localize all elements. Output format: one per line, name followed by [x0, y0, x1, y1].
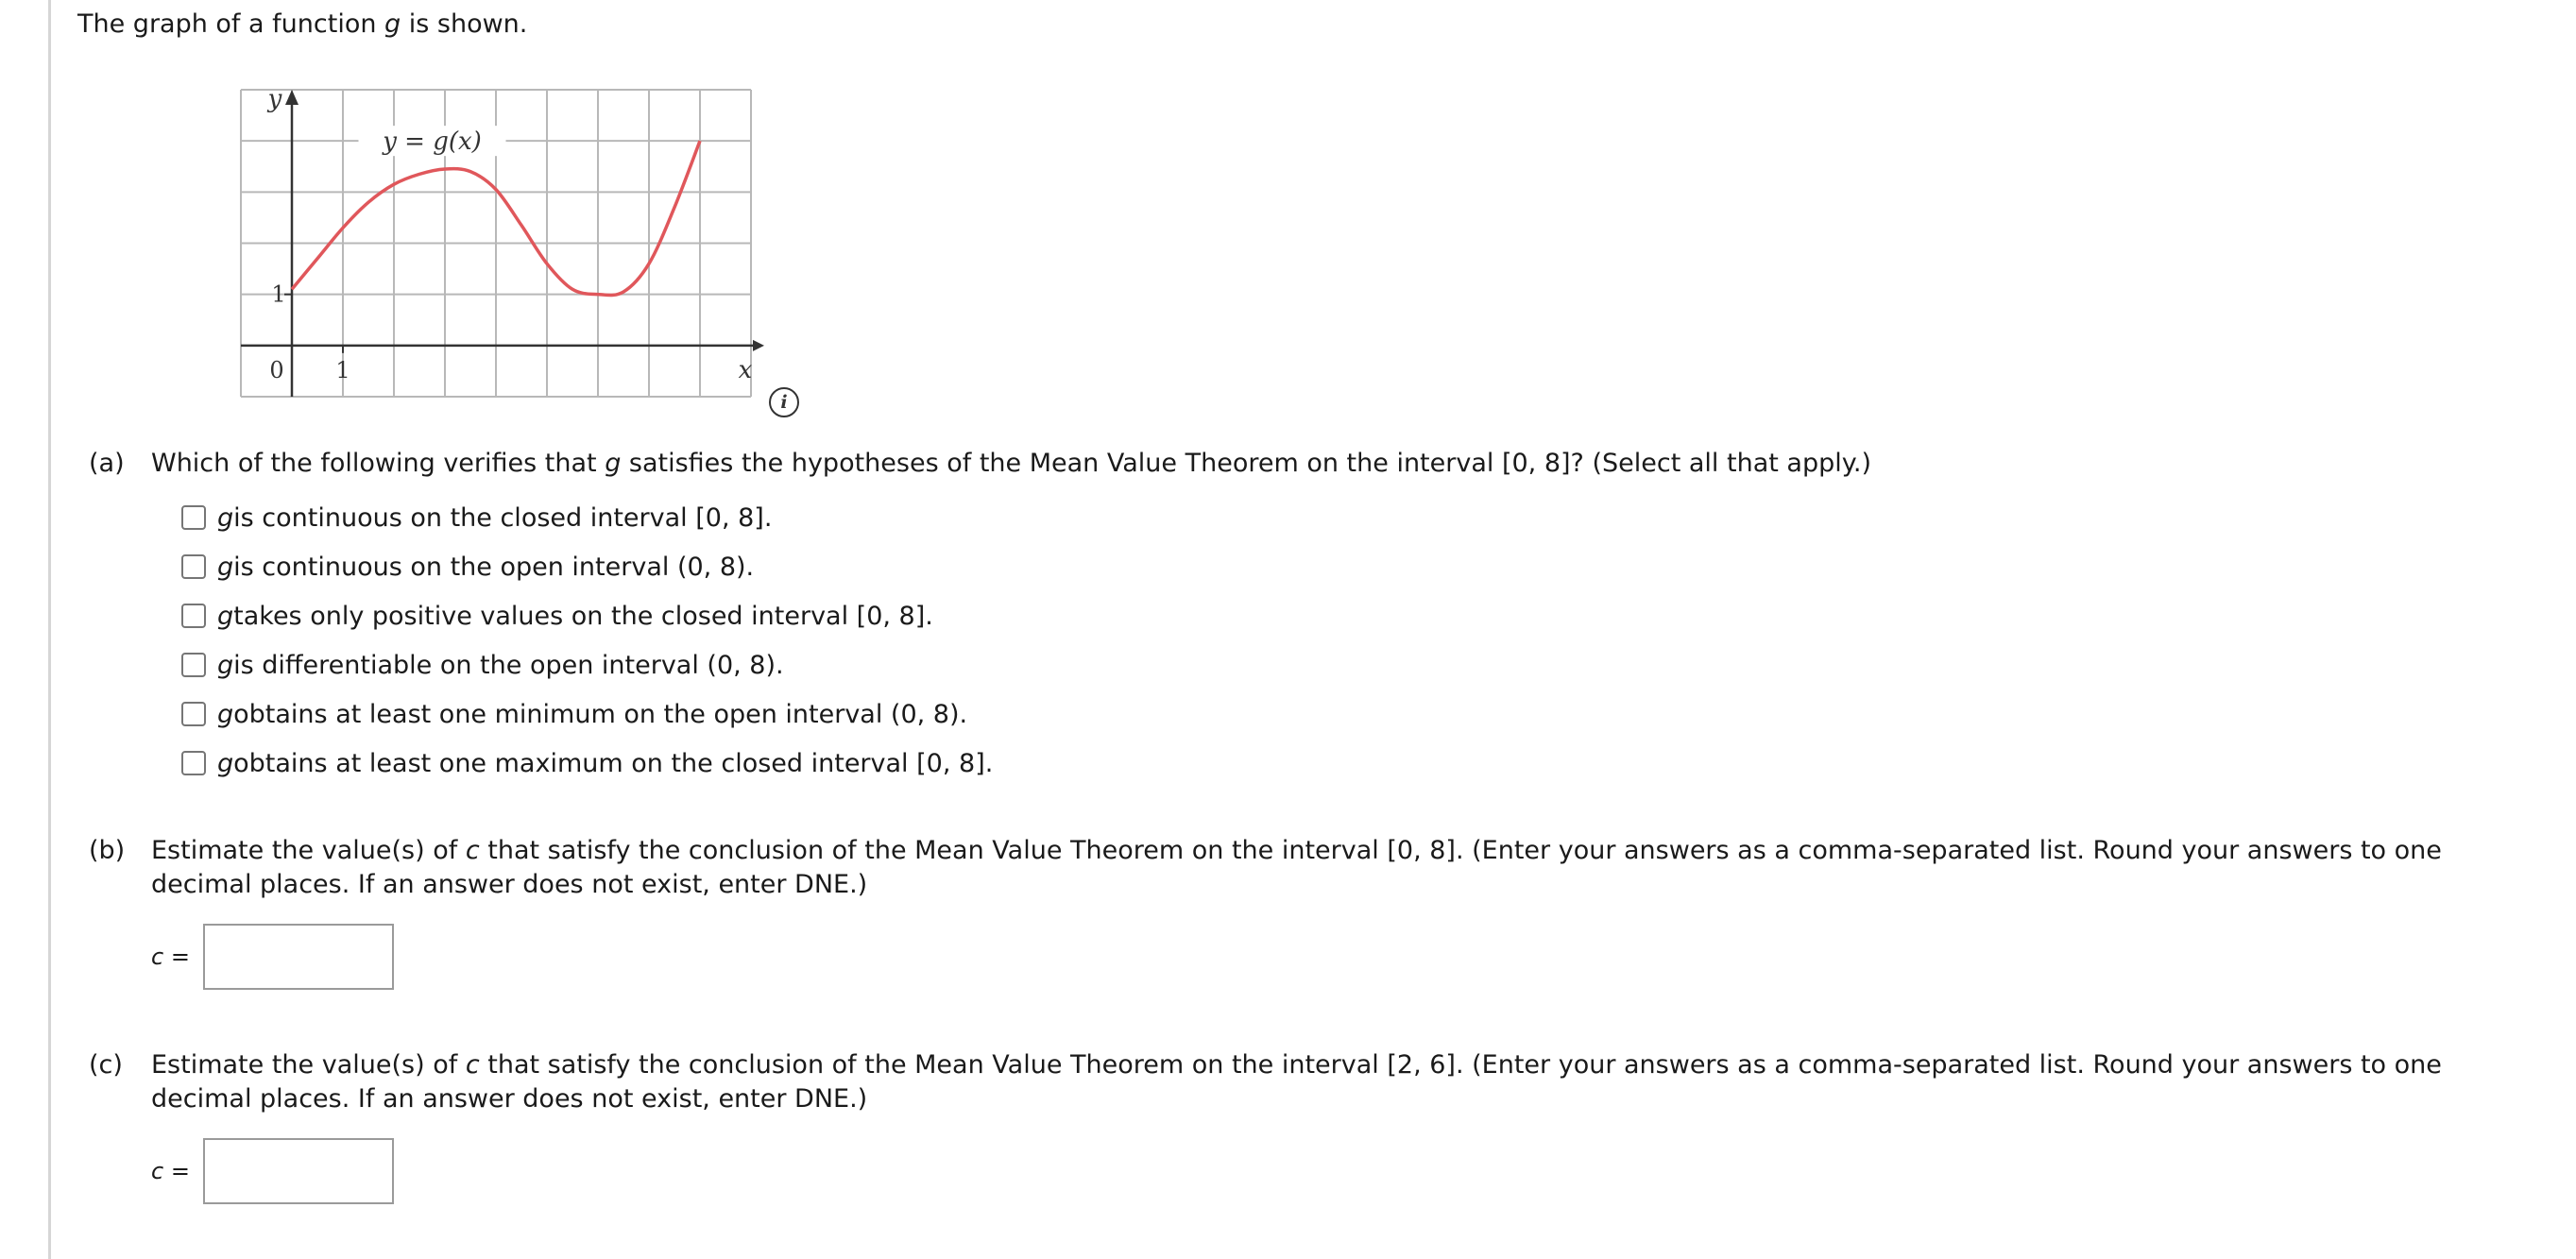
part-a-options — [181, 493, 1504, 788]
part-c-letter: (c) — [89, 1050, 123, 1080]
x-axis-label: x — [738, 355, 753, 384]
tick-label-x-0: 0 — [269, 356, 284, 383]
option-2-text: is continuous on the open interval (0, 8). — [233, 552, 755, 582]
part-b-answer-label: c = — [151, 944, 190, 970]
option-1-var: g — [217, 502, 234, 533]
intro-after: is shown. — [401, 9, 528, 39]
part-a-q-before: Which of the following verifies that — [151, 449, 606, 478]
option-6-text: obtains at least one maximum on the closed interval [0, 8]. — [233, 748, 994, 778]
option-continuous-closed[interactable] — [181, 493, 1504, 542]
part-b-answer — [151, 924, 394, 990]
option-2-var: g — [217, 552, 234, 582]
checkbox-option-5[interactable] — [181, 702, 206, 726]
option-4-var: g — [217, 650, 234, 680]
option-differentiable-open[interactable] — [181, 640, 1504, 689]
checkbox-option-6[interactable] — [181, 751, 206, 775]
option-4-text: is differentiable on the open interval (0, 8). — [233, 650, 784, 680]
checkbox-option-2[interactable] — [181, 554, 206, 579]
graph-svg — [236, 85, 765, 411]
info-icon[interactable]: i — [769, 387, 799, 417]
intro-var: g — [384, 9, 401, 39]
curve-label: y = g(x) — [383, 128, 482, 157]
part-b-letter: (b) — [89, 836, 126, 865]
option-3-var: g — [217, 601, 234, 631]
option-maximum-closed[interactable] — [181, 739, 1504, 788]
option-1-text: is continuous on the closed interval [0, 8]. — [233, 502, 773, 533]
option-continuous-open[interactable] — [181, 542, 1504, 591]
part-a-q-var: g — [605, 449, 622, 478]
part-a-letter: (a) — [89, 449, 125, 478]
part-b-question — [151, 834, 2541, 902]
part-c-question — [151, 1048, 2541, 1116]
intro-before: The graph of a function — [77, 9, 385, 39]
part-c-q-after: that satisfy the conclusion of the Mean Value Theorem on the interval [2, 6]. (Enter your answers as a comma-separated list. Round your answers to one decimal places. If an answer does not exist, enter DNE.) — [151, 1050, 2442, 1114]
part-c-answer-input[interactable] — [203, 1138, 394, 1204]
option-6-var: g — [217, 748, 234, 778]
part-b-q-var: c — [465, 836, 480, 865]
x-axis-arrow — [753, 340, 764, 351]
option-5-text: obtains at least one minimum on the open interval (0, 8). — [233, 699, 968, 729]
part-c-q-var: c — [465, 1050, 480, 1080]
part-b-answer-input[interactable] — [203, 924, 394, 990]
part-a-q-after: satisfies the hypotheses of the Mean Value Theorem on the interval [0, 8]? (Select all that apply.) — [621, 449, 1871, 478]
option-5-var: g — [217, 699, 234, 729]
part-c-answer-label: c = — [151, 1158, 190, 1184]
part-c-q-before: Estimate the value(s) of — [151, 1050, 466, 1080]
y-axis-arrow — [285, 90, 299, 105]
function-graph — [236, 85, 765, 411]
checkbox-option-3[interactable] — [181, 604, 206, 628]
part-b-q-after: that satisfy the conclusion of the Mean Value Theorem on the interval [0, 8]. (Enter your answers as a comma-separated list. Round your answers to one decimal places. If an answer does not exist, enter DNE.) — [151, 836, 2442, 899]
option-minimum-open[interactable] — [181, 689, 1504, 739]
left-divider — [48, 0, 51, 1259]
option-3-text: takes only positive values on the closed interval [0, 8]. — [233, 601, 933, 631]
y-axis-label: y — [267, 85, 282, 113]
checkbox-option-4[interactable] — [181, 653, 206, 677]
checkbox-option-1[interactable] — [181, 505, 206, 530]
tick-label-x-1: 1 — [335, 356, 350, 383]
tick-label-y-1: 1 — [271, 281, 286, 308]
intro-text — [77, 8, 527, 42]
option-positive-values[interactable] — [181, 591, 1504, 640]
part-b-q-before: Estimate the value(s) of — [151, 836, 466, 865]
part-c-answer — [151, 1138, 394, 1204]
part-a-question — [151, 447, 1871, 481]
